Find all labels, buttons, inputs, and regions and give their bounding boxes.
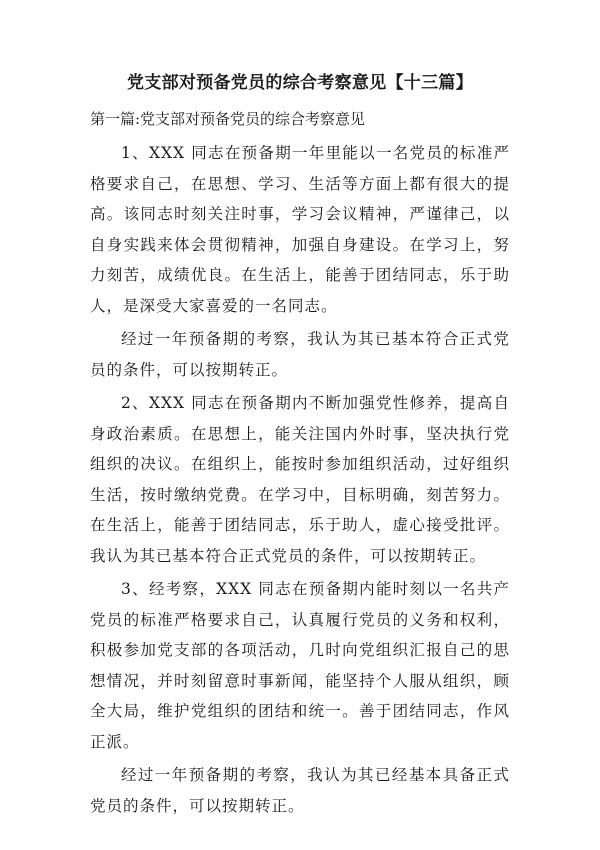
paragraph-4: 3、经考察，XXX 同志在预备期内能时刻以一名共产党员的标准严格要求自己，认真履行党员的义务和权利，积极参加党支部的各项活动，几时向党组织汇报自己的思想情况，并时刻留意时事新闻，能坚持个人服从组织，顾全大局，维护党组织的团结和统一。善于团结同志，作风正派。 <box>90 580 510 751</box>
paragraph-3: 2、XXX 同志在预备期内不断加强党性修养，提高自身政治素质。在思想上，能关注国内外时事，坚决执行党组织的决议。在组织上，能按时参加组织活动，过好组织生活，按时缴纳党费。在学习中，目标明确，刻苦努力。在生活上，能善于团结同志，乐于助人，虚心接受批评。我认为其已基本符合正式党员的条件，可以按期转正。 <box>90 394 510 565</box>
section-heading: 第一篇:党支部对预备党员的综合考察意见 <box>90 110 366 128</box>
paragraph-5: 经过一年预备期的考察，我认为其已经基本具备正式党员的条件，可以按期转正。 <box>90 766 510 815</box>
paragraph-2: 经过一年预备期的考察，我认为其已基本符合正式党员的条件，可以按期转正。 <box>90 330 510 379</box>
paragraph-1: 1、XXX 同志在预备期一年里能以一名党员的标准严格要求自己，在思想、学习、生活等方面上都有很大的提高。该同志时刻关注时事，学习会议精神，严谨律己，以自身实践来体会贯彻精神，加强自身建设。在学习上，努力刻苦，成绩优良。在生活上，能善于团结同志，乐于助人，是深受大家喜爱的一名同志。 <box>90 144 510 315</box>
document-body <box>90 138 510 821</box>
document-title: 党支部对预备党员的综合考察意见【十三篇】 <box>127 73 473 93</box>
